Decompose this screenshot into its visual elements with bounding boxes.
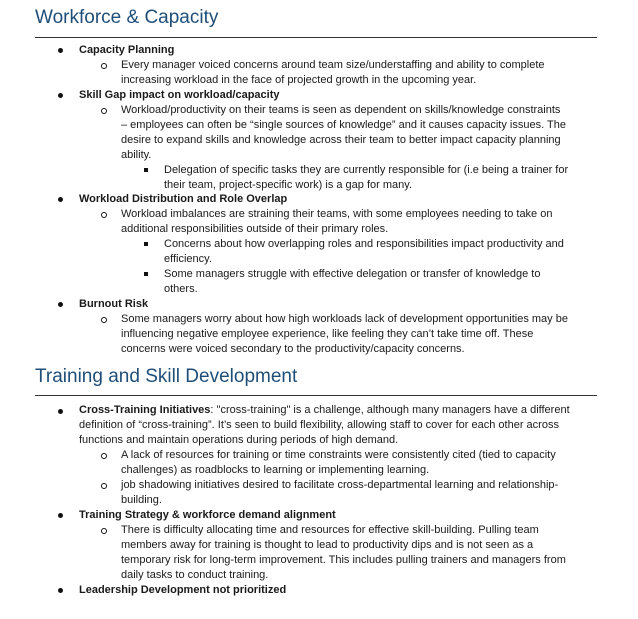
topic-leadership-development: Leadership Development not prioritized <box>79 584 287 596</box>
topic-training-strategy: Training Strategy & workforce demand alignment <box>79 509 336 521</box>
text-line: There is difficulty allocating time and resources for effective skill-building. Pulling team <box>121 524 539 536</box>
bullet-square <box>144 242 148 246</box>
text-line: functions and maintain operations during periods of high demand. <box>79 434 399 446</box>
text-line: – employees can often be “single sources of knowledge” and it causes capacity issues. The <box>121 119 566 131</box>
text-line: members away for training is thought to lead to productivity dips and is not seen as a <box>121 539 534 551</box>
bullet-circle <box>101 483 107 489</box>
topic-workload-distribution: Workload Distribution and Role Overlap <box>79 193 288 205</box>
bullet-circle <box>101 212 107 218</box>
text-line: Workload/productivity on their teams is seen as dependent on skills/knowledge constraints <box>121 104 561 116</box>
bullet-dot <box>58 409 63 414</box>
topic-skill-gap: Skill Gap impact on workload/capacity <box>79 89 280 101</box>
text-line: additional responsibilities outside of their primary roles. <box>121 223 389 235</box>
topic-capacity-planning: Capacity Planning <box>79 44 175 56</box>
section-divider <box>35 395 597 396</box>
bullet-dot <box>58 513 63 518</box>
text-line: Workload imbalances are straining their teams, with some employees needing to take on <box>121 208 553 220</box>
bullet-square <box>144 168 148 172</box>
bullet-circle <box>101 317 107 323</box>
bullet-dot <box>58 588 63 593</box>
section-divider <box>35 37 597 38</box>
text-line: job shadowing initiatives desired to facilitate cross-departmental learning and relationship- <box>121 479 559 491</box>
text-line: Concerns about how overlapping roles and responsibilities impact productivity and <box>164 238 564 250</box>
bullet-circle <box>101 528 107 534</box>
text-line: temporary risk for long-term improvement. This includes pulling trainers and managers from <box>121 554 566 566</box>
text-line: influencing negative employee experience, like feeling they can’t take time off. These <box>121 328 534 340</box>
text-line: efficiency. <box>164 253 212 265</box>
bullet-dot <box>58 302 63 307</box>
text-line: building. <box>121 494 162 506</box>
text-line: ability. <box>121 149 152 161</box>
text-line: Some managers worry about how high workloads lack of development opportunities may be <box>121 313 568 325</box>
text-line: their team, project-specific work) is a gap for many. <box>164 179 412 191</box>
text-line: Every manager voiced concerns around team size/understaffing and ability to complete <box>121 59 545 71</box>
topic-burnout-risk: Burnout Risk <box>79 298 149 310</box>
bullet-square <box>144 272 148 276</box>
text-line: increasing workload in the face of projected growth in the upcoming year. <box>121 74 477 86</box>
text-line: definition of “cross-training”. It’s seen to build flexibility, allowing staff to cover for each other across <box>79 419 559 431</box>
text-line: Delegation of specific tasks they are currently responsible for (i.e being a trainer for <box>164 164 569 176</box>
topic-cross-training-label: Cross-Training Initiatives <box>79 404 211 416</box>
topic-cross-training <box>79 403 570 418</box>
text-line: daily tasks to conduct training. <box>121 569 269 581</box>
text-line: A lack of resources for training or time constraints were consistently cited (tied to capacity <box>121 449 556 461</box>
text-line: concerns were voiced secondary to the productivity/capacity concerns. <box>121 343 465 355</box>
bullet-dot <box>58 197 63 202</box>
section-heading-training-skill-development: Training and Skill Development <box>35 366 298 387</box>
section-heading-workforce-capacity: Workforce & Capacity <box>35 7 219 28</box>
text-line: others. <box>164 283 198 295</box>
bullet-dot <box>58 48 63 53</box>
bullet-circle <box>101 63 107 69</box>
topic-cross-training-text: : "cross-training" is a challenge, although many managers have a different <box>210 404 570 416</box>
text-line: desire to expand skills and knowledge across their team to better impact capacity planning <box>121 134 561 146</box>
bullet-dot <box>58 93 63 98</box>
text-line: Some managers struggle with effective delegation or transfer of knowledge to <box>164 268 541 280</box>
text-line: challenges) as roadblocks to learning or implementing learning. <box>121 464 430 476</box>
bullet-circle <box>101 108 107 114</box>
bullet-circle <box>101 453 107 459</box>
